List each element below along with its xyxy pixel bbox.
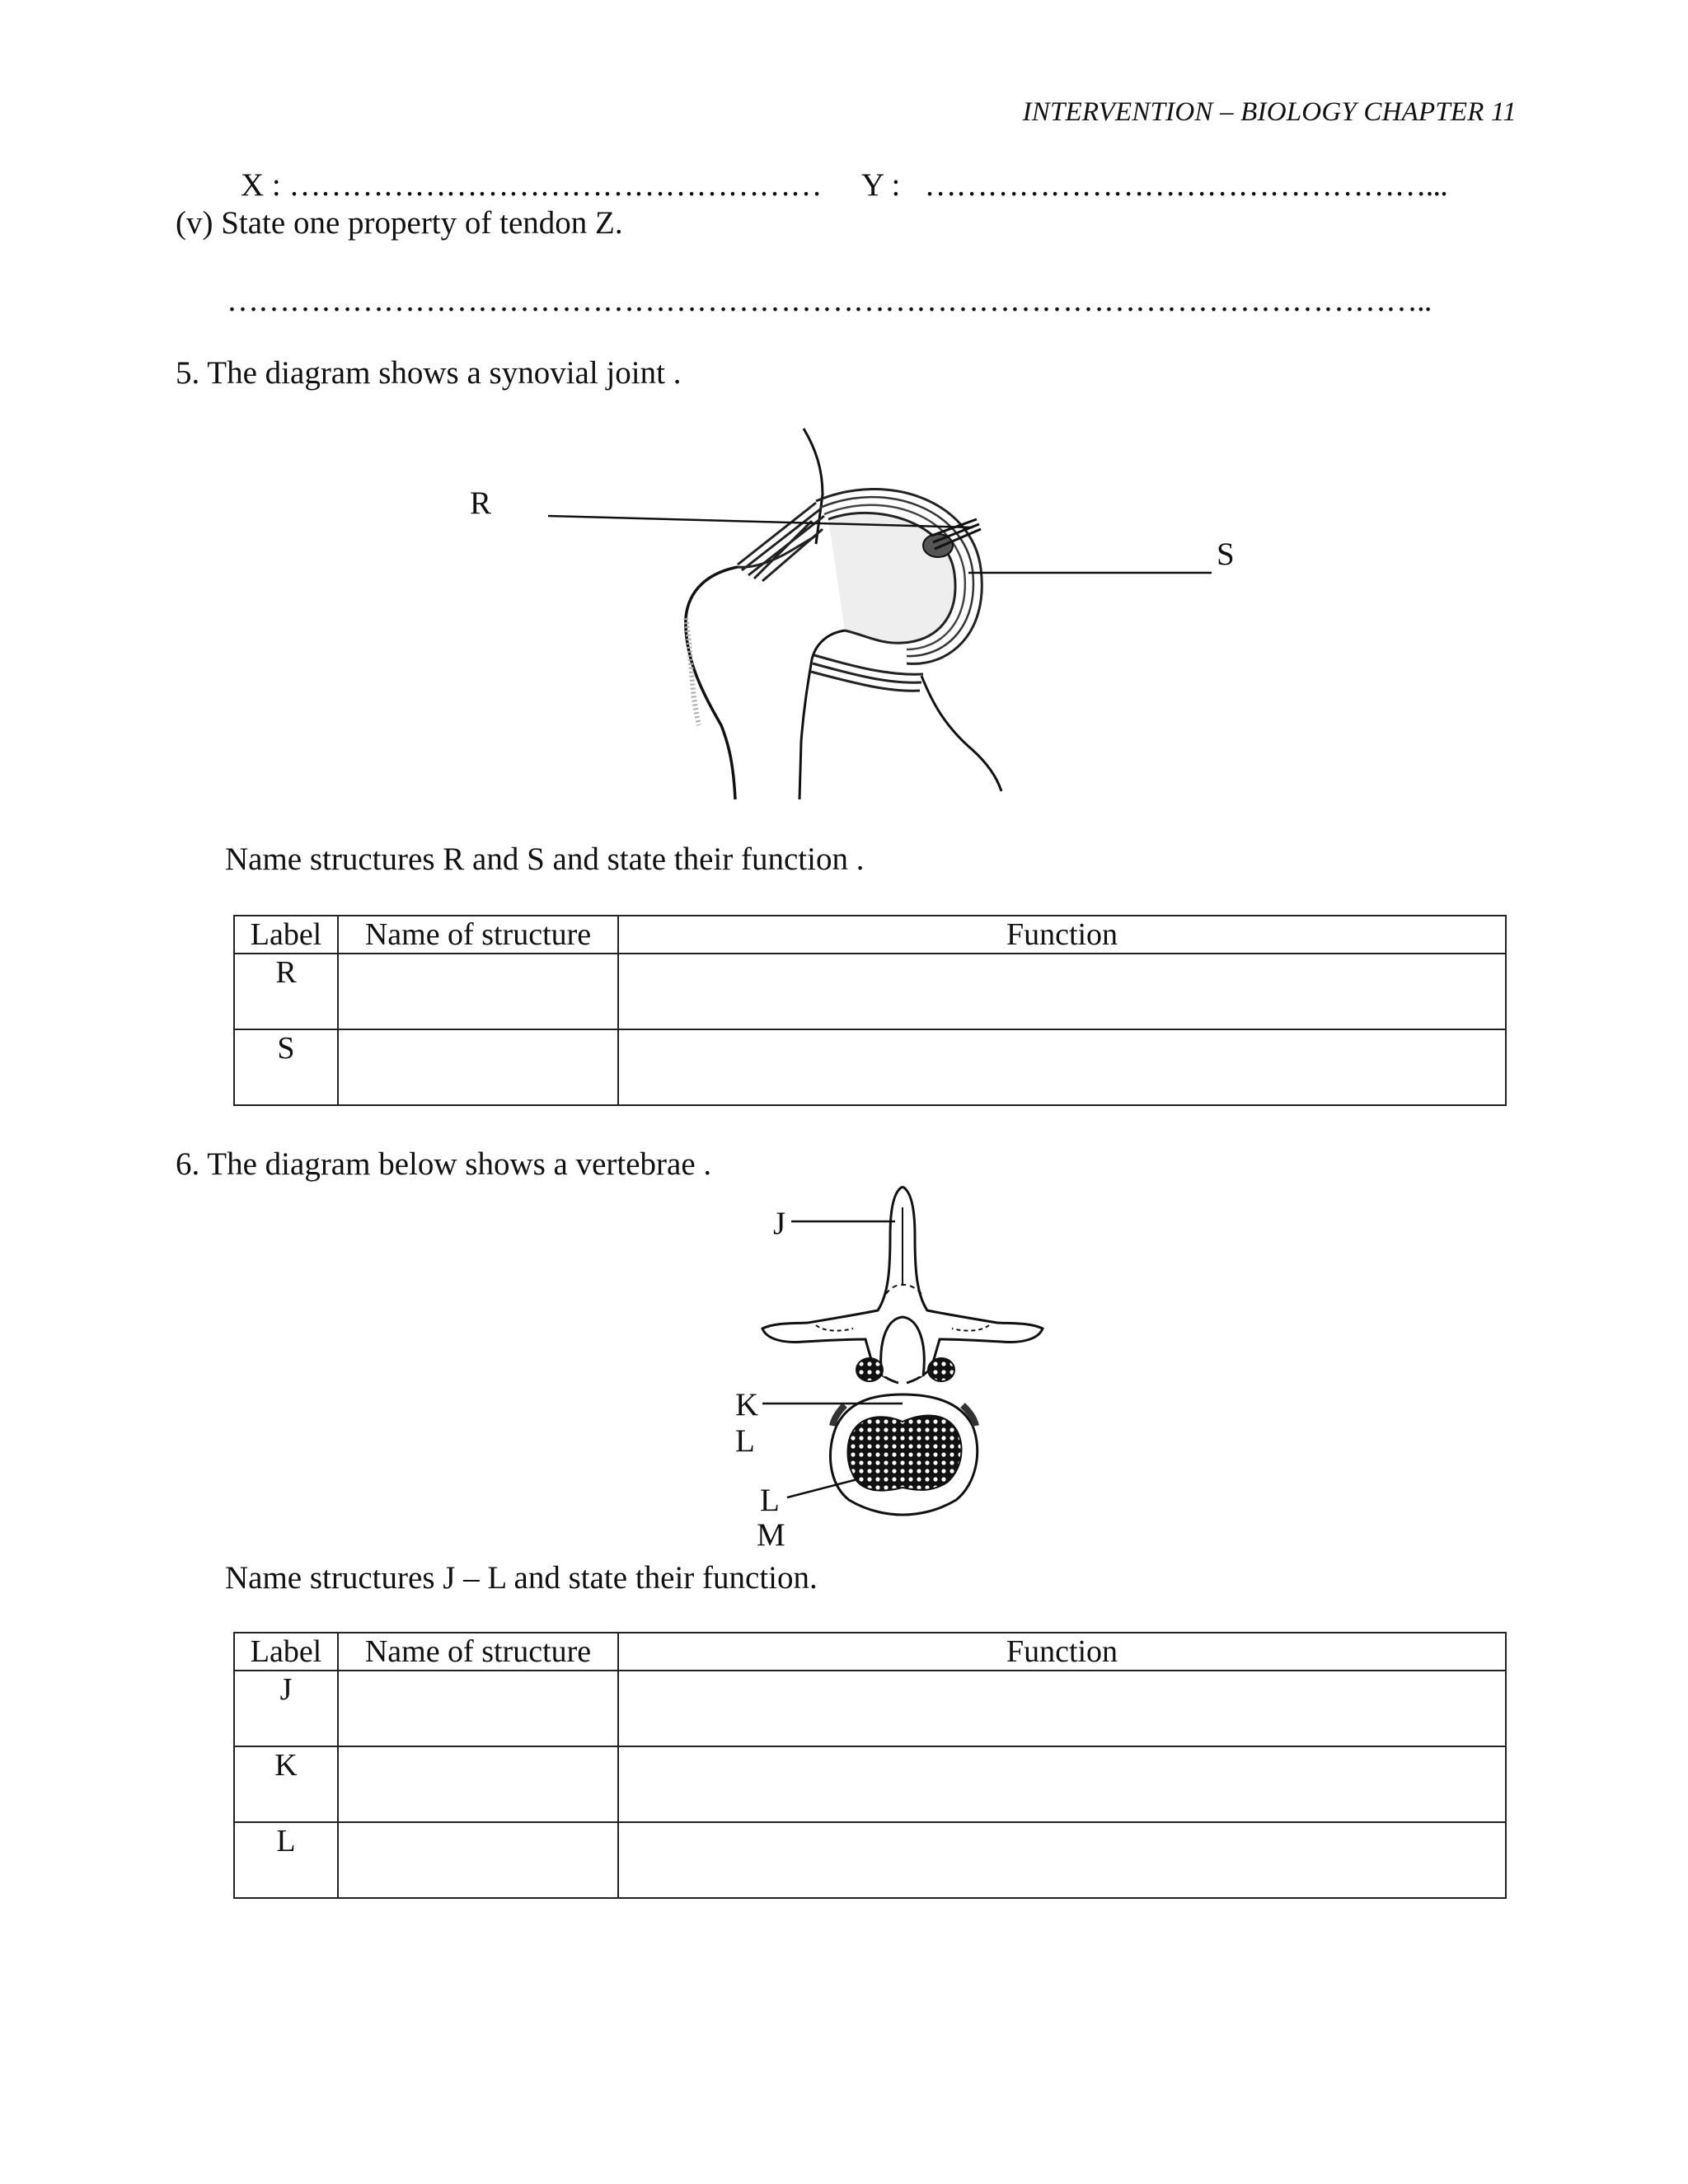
centrum-body [847,1416,961,1491]
question-4-part-v: (v) State one property of tendon Z. [176,205,623,241]
function-answer-l[interactable] [618,1822,1506,1898]
row-label-r: R [234,954,338,1029]
function-answer-s[interactable] [618,1029,1506,1105]
table-row [234,954,1506,1029]
header-label: Label [234,1633,338,1671]
row-label-k: K [234,1746,338,1822]
y-answer-dots: …………………………………………... [924,167,1447,203]
label-l-lower: L [760,1483,780,1518]
name-answer-k[interactable] [338,1746,618,1822]
name-answer-l[interactable] [338,1822,618,1898]
question-5-instruction: Name structures R and S and state their function . [225,841,865,877]
left-facet [856,1358,883,1381]
ligament-strands [738,503,824,581]
label-r: R [470,485,492,521]
page-header: INTERVENTION – BIOLOGY CHAPTER 11 [1022,97,1517,127]
table-row [234,1822,1506,1898]
row-label-l: L [234,1822,338,1898]
table-row [234,1671,1506,1746]
synovial-joint-diagram [429,412,1253,808]
table-row [234,1029,1506,1105]
function-answer-j[interactable] [618,1671,1506,1746]
femur-shading [686,618,699,725]
lower-ligament [811,655,923,691]
question-6-intro: 6. The diagram below shows a vertebrae . [176,1146,712,1182]
x-label: X : [241,167,281,203]
x-answer-line [241,166,822,204]
label-j: J [773,1206,786,1241]
right-facet [928,1358,954,1381]
row-label-j: J [234,1671,338,1746]
function-answer-r[interactable] [618,954,1506,1029]
lower-bone-outline [921,676,1001,791]
table-row [234,1746,1506,1822]
name-answer-s[interactable] [338,1029,618,1105]
question-5-intro: 5. The diagram shows a synovial joint . [176,355,682,391]
part-v-answer-dots: …………………………………………………………………………………………………….. [227,283,1432,318]
question-6-instruction: Name structures J – L and state their function. [225,1560,818,1596]
header-function: Function [618,1633,1506,1671]
table-q6 [233,1632,1507,1899]
header-function: Function [618,916,1506,954]
label-s: S [1217,537,1235,572]
label-l-upper: L [735,1423,755,1459]
name-answer-r[interactable] [338,954,618,1029]
function-answer-k[interactable] [618,1746,1506,1822]
femur-inner-outline [799,630,845,799]
header-name: Name of structure [338,1633,618,1671]
y-answer-line [861,166,1447,204]
table-q5 [233,915,1507,1106]
header-name: Name of structure [338,916,618,954]
row-label-s: S [234,1029,338,1105]
femur-outer-outline [686,567,738,799]
header-label: Label [234,916,338,954]
label-k: K [735,1387,759,1422]
label-m: M [757,1517,785,1553]
femoral-head [828,513,955,643]
neural-canal [881,1317,925,1376]
name-answer-j[interactable] [338,1671,618,1746]
y-label: Y : [861,167,901,203]
x-answer-dots: …………………………………………… [288,167,822,203]
